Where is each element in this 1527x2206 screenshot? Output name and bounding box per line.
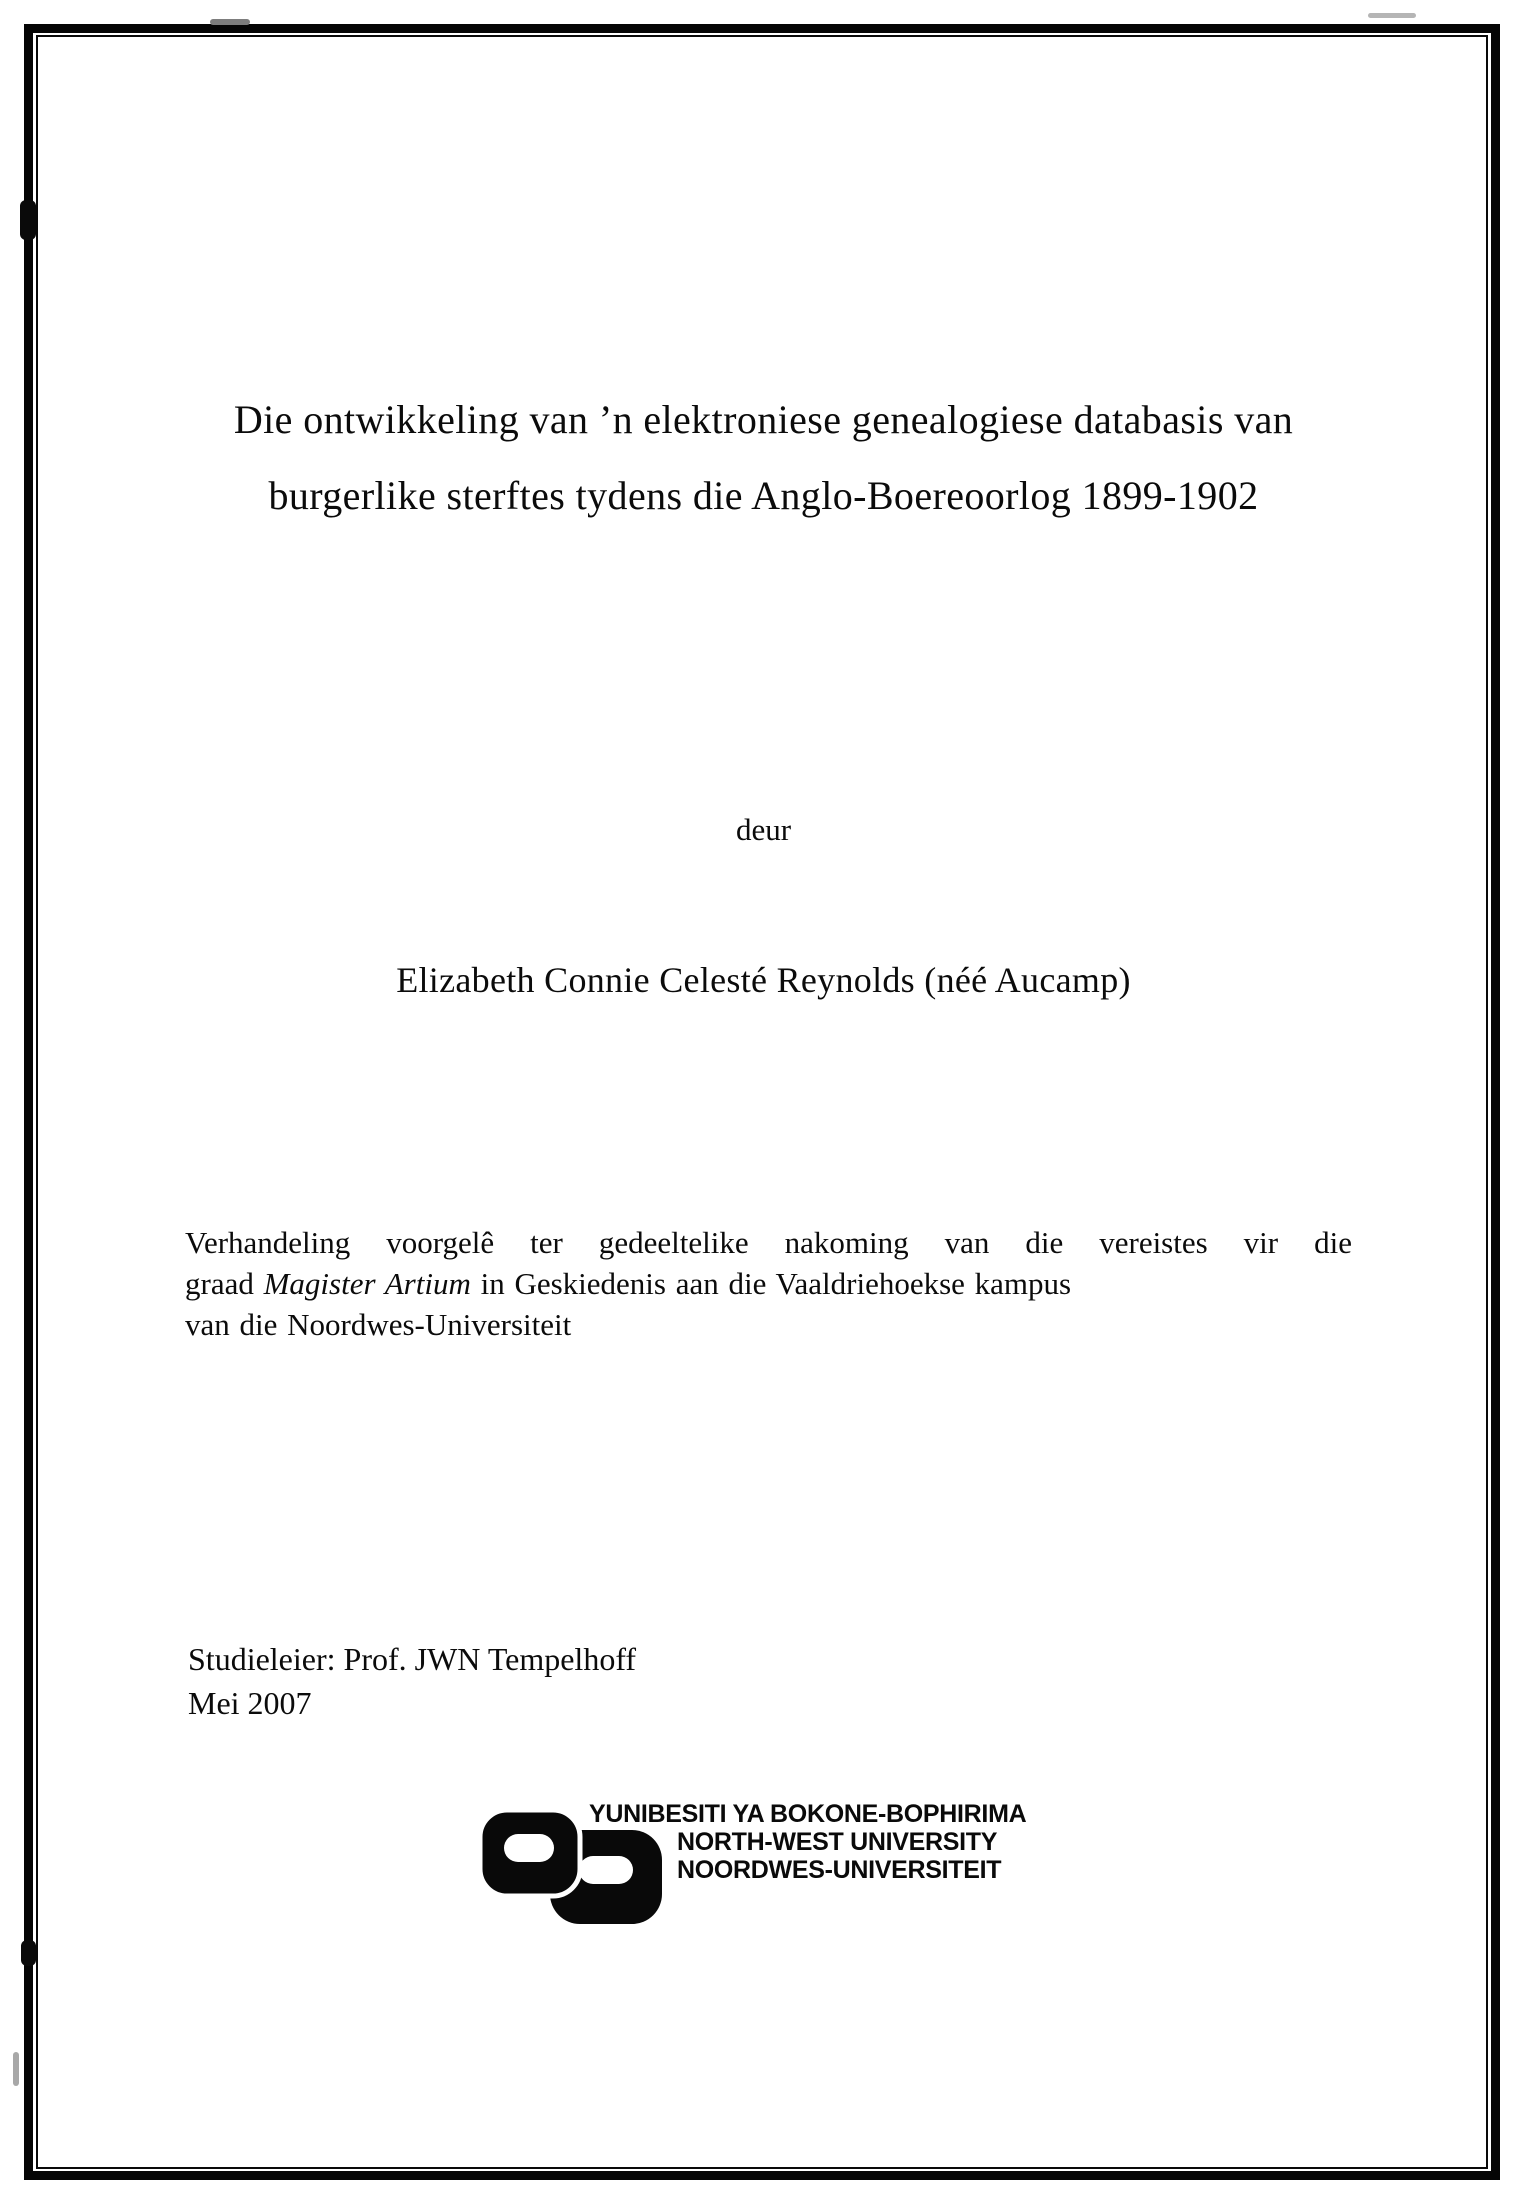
- scan-artifact: [13, 2052, 19, 2086]
- statement-line-3: van die Noordwes-Universiteit: [185, 1307, 572, 1342]
- logo-line-afrikaans: NOORDWES-UNIVERSITEIT: [677, 1856, 1002, 1884]
- logo-line-setswana: YUNIBESITI YA BOKONE-BOPHIRIMA: [589, 1800, 1027, 1828]
- thesis-statement: [185, 1222, 1352, 1345]
- degree-name-italic: Magister Artium: [263, 1266, 471, 1301]
- logo-line-english: NORTH-WEST UNIVERSITY: [677, 1828, 998, 1856]
- scan-artifact: [20, 200, 36, 240]
- nwu-logo-text: [589, 1800, 1026, 1884]
- byline-deur: deur: [735, 812, 792, 847]
- author-name: Elizabeth Connie Celesté Reynolds (néé Aucamp): [396, 960, 1131, 1000]
- supervisor-line: Studieleier: Prof. JWN Tempelhoff: [188, 1641, 637, 1677]
- date-line: Mei 2007: [188, 1685, 312, 1721]
- thesis-title-line-1: Die ontwikkeling van ’n elektroniese genealogiese databasis van: [233, 397, 1294, 442]
- scan-artifact: [1368, 13, 1416, 18]
- supervisor-and-date: [188, 1637, 636, 1725]
- scan-artifact: [210, 19, 250, 25]
- statement-line-2: [185, 1263, 1352, 1304]
- thesis-title-line-2: burgerlike sterftes tydens die Anglo-Boereoorlog 1899-1902: [268, 473, 1259, 518]
- statement-line-2-after: in Geskiedenis aan die Vaaldriehoekse kampus: [470, 1266, 1072, 1301]
- statement-line-1: Verhandeling voorgelê ter gedeeltelike nakoming van die vereistes vir die: [185, 1225, 1352, 1260]
- scan-artifact: [21, 1940, 36, 1966]
- statement-line-2-before: graad: [185, 1266, 264, 1301]
